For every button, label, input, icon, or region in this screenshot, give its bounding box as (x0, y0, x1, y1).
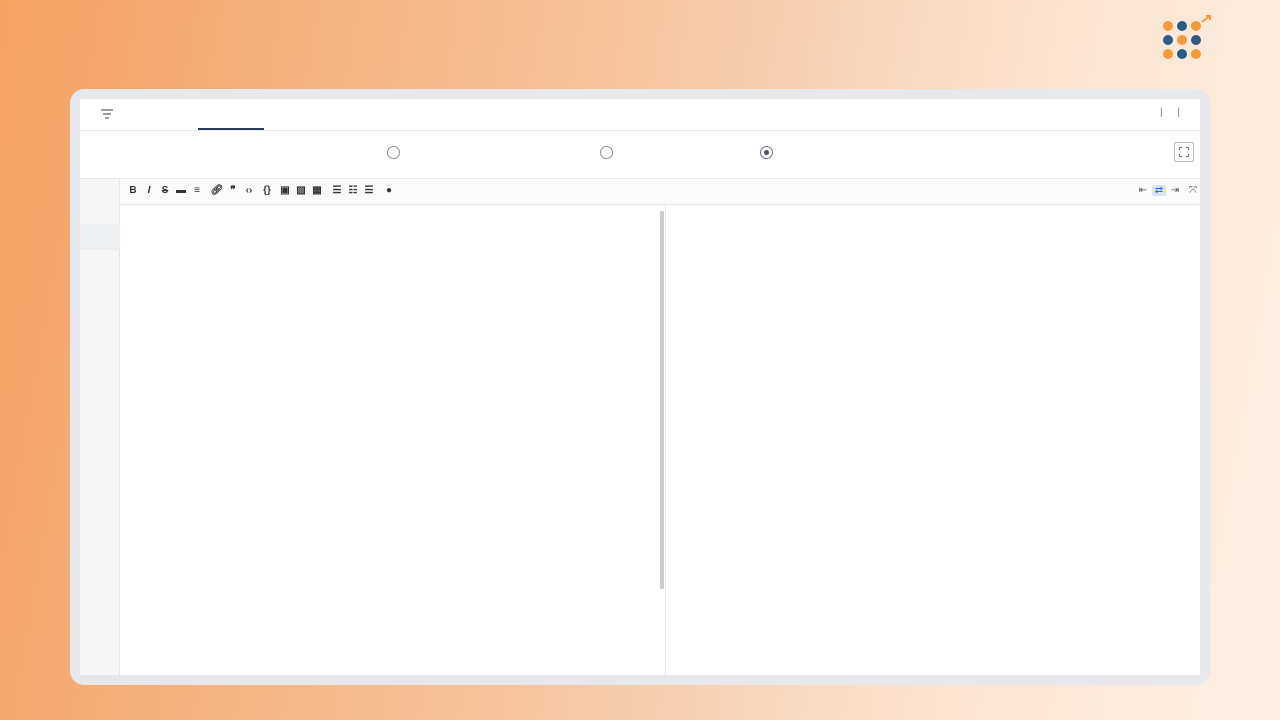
left-gutter (80, 179, 120, 675)
sync-scroll-icon[interactable]: ⤧ (1189, 185, 1197, 196)
editor-scrollbar[interactable] (660, 211, 664, 589)
gutter-highlight (80, 224, 120, 250)
app-window (80, 99, 1200, 675)
bullet-list-icon[interactable]: ☰ (332, 185, 342, 196)
link-icon[interactable]: 🔗︎ (210, 185, 224, 196)
pane-divider[interactable] (665, 205, 666, 675)
active-tab-indicator (198, 128, 264, 130)
fullscreen-icon[interactable] (1174, 142, 1194, 162)
heading-size-button[interactable]: ≡ (194, 185, 200, 196)
code-block-icon[interactable]: {} (263, 185, 271, 196)
bold-button[interactable]: B (129, 185, 137, 196)
markdown-preview (680, 199, 1192, 675)
strikethrough-button[interactable]: S (161, 185, 169, 196)
release-notes-type-row (80, 131, 1200, 179)
image-icon[interactable]: ▨ (296, 185, 306, 196)
task-list-icon[interactable]: ☰ (364, 185, 374, 196)
ata-dev-logo-icon (1158, 10, 1214, 76)
italic-button[interactable]: I (147, 185, 151, 196)
comment-icon[interactable]: ▣ (280, 185, 290, 196)
radio-delta[interactable] (387, 146, 400, 159)
filter-menu-icon[interactable] (100, 108, 114, 120)
app-frame (70, 89, 1210, 685)
numbered-list-icon[interactable]: ☷ (348, 185, 358, 196)
help-icon[interactable]: ● (385, 185, 393, 196)
heading-button[interactable]: ▬ (176, 185, 186, 196)
top-bar (80, 99, 1200, 131)
split-view-icon[interactable]: ⇄ (1152, 185, 1166, 196)
code-icon[interactable]: ‹› (245, 185, 253, 196)
editor-only-icon[interactable]: ⇤ (1138, 185, 1148, 196)
radio-full[interactable] (600, 146, 613, 159)
preview-only-icon[interactable]: ⇥ (1170, 185, 1180, 196)
radio-manual[interactable] (760, 146, 773, 159)
markdown-editor[interactable] (120, 205, 666, 675)
package-meta: | | (1160, 107, 1180, 118)
table-icon[interactable]: ▦ (312, 185, 322, 196)
quote-icon[interactable]: ❞ (230, 185, 236, 196)
